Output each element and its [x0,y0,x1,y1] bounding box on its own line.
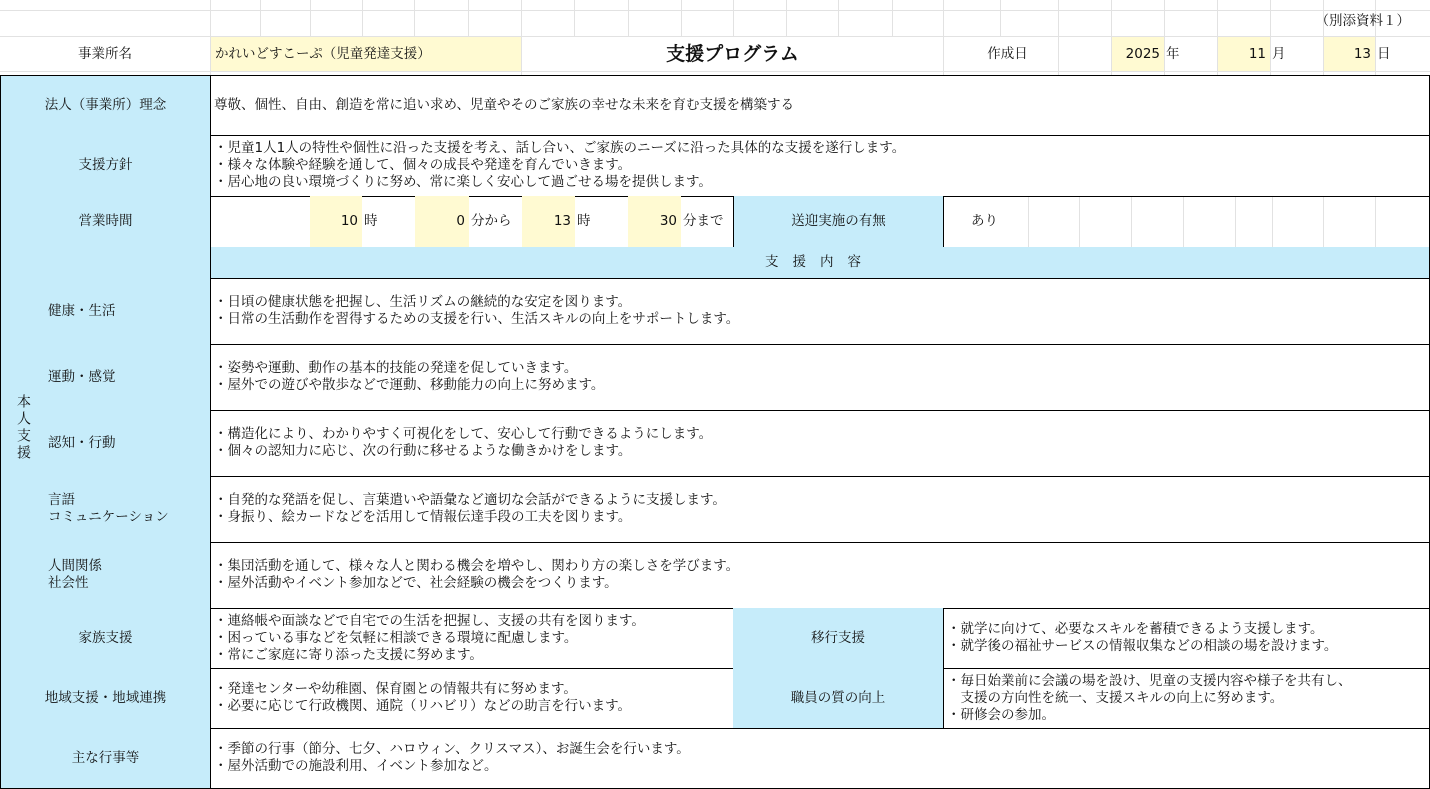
health-line: ・日頃の健康状態を把握し、生活リズムの継続的な安定を図ります。 [214,294,632,310]
staff-line: ・研修会の参加。 [947,706,1055,723]
category-motor-text: 運動・感覚 [48,368,116,385]
category-language [44,476,211,543]
hours-blank [210,196,310,248]
year-unit: 年 [1166,45,1180,62]
category-health [44,278,211,345]
staff-line: ・毎日始業前に会議の場を設け、児童の支援内容や様子を共有し、 [947,672,1352,689]
family-line: ・連絡帳や面談などで自宅での生活を把握し、支援の共有を図ります。 [214,612,645,629]
transport-value-cell[interactable] [943,196,1430,248]
health-text [210,278,1430,345]
start-hour-unit: 時 [362,196,415,248]
personal-support-text: 本人支援 [15,394,31,462]
office-name-text: かれいどすこーぷ（児童発達支援） [215,45,431,62]
end-min-unit: 分まで [681,196,734,248]
day-unit: 日 [1377,45,1391,62]
family-line: ・困っている事などを気軽に相談できる環境に配慮します。 [214,629,578,646]
community-support-text [210,668,734,729]
motor-line: ・姿勢や運動、動作の基本的技能の発達を促していきます。 [214,360,578,376]
social-line: ・集団活動を通して、様々な人と関わる機会を増やし、関わり方の楽しさを学びます。 [214,558,740,574]
support-header [210,247,1430,279]
category-motor [44,344,211,411]
policy-text [210,135,1430,197]
transport-value: あり [971,213,998,229]
language-line: ・自発的な発語を促し、言葉遣いや語彙など適切な会話ができるように支援します。 [214,492,726,508]
page-title: 支援プログラム [666,42,799,65]
category-language-line: コミュニケーション [48,509,169,525]
staff-quality-label: 職員の質の向上 [733,668,944,729]
transition-line: ・就学後の福祉サービスの情報収集などの相談の場を設けます。 [947,638,1338,654]
family-line: ・常にご家庭に寄り添った支援に努めます。 [214,646,483,663]
start-min-value[interactable]: 0 [415,196,469,248]
cognition-text [210,410,1430,477]
community-line: ・発達センターや幼稚園、保育園との情報共有に努めます。 [214,681,577,697]
transition-support-text [943,608,1430,669]
philosophy-line: 尊敬、個性、自由、創造を常に追い求め、児童やそのご家族の幸せな未来を育む支援を構築する [214,97,794,113]
motor-line: ・屋外での遊びや散歩などで運動、移動能力の向上に努めます。 [214,377,605,393]
category-social-line: 人間関係 [48,558,102,574]
social-line: ・屋外活動やイベント参加などで、社会経験の機会をつくります。 [214,575,618,591]
health-line: ・日常の生活動作を習得するための支援を行い、生活スキルの向上をサポートします。 [214,311,740,327]
end-min-value[interactable]: 30 [628,196,681,248]
motor-text [210,344,1430,411]
policy-line: ・様々な体験や経験を通して、個々の成長や発達を育んでいきます。 [214,157,632,173]
end-hour-unit: 時 [575,196,628,248]
hours-label: 営業時間 [0,196,211,248]
category-cognition-text: 認知・行動 [48,434,116,451]
category-cognition [44,410,211,477]
community-support-label: 地域支援・地域連携 [0,668,211,729]
transition-support-label: 移行支援 [733,608,944,669]
family-support-label: 家族支援 [0,608,211,669]
community-line: ・必要に応じて行政機関、通院（リハビリ）などの助言を行います。 [214,698,632,714]
month-unit: 月 [1272,45,1286,62]
language-line: ・身振り、絵カードなどを活用して情報伝達手段の工夫を図ります。 [214,509,632,525]
end-hour-value[interactable]: 13 [522,196,575,248]
staff-line: 支援の方向性を統一、支援スキルの向上に努めます。 [947,689,1284,706]
cognition-line: ・個々の認知力に応じ、次の行動に移せるような働きかけをします。 [214,443,632,459]
month-value[interactable]: 11 [1218,37,1270,71]
day-value[interactable]: 13 [1324,37,1375,71]
policy-label: 支援方針 [0,135,211,197]
policy-line: ・児童1人1人の特性や個性に沿った支援を考え、話し合い、ご家族のニーズに沿った具体的な支援を遂行します。 [214,140,906,156]
transition-line: ・就学に向けて、必要なスキルを蓄積できるよう支援します。 [947,621,1324,637]
category-health-text: 健康・生活 [48,302,116,319]
start-hour-value[interactable]: 10 [310,196,362,248]
cognition-line: ・構造化により、わかりやすく可視化をして、安心して行動できるようにします。 [214,426,713,442]
office-name[interactable] [211,37,521,71]
policy-line: ・居心地の良い環境づくりに努め、常に楽しく安心して過ごせる場を提供します。 [214,174,712,190]
family-support-text [210,608,734,669]
attachment-note [1290,13,1410,33]
category-social [44,542,211,609]
category-language-line: 言語 [48,492,75,508]
events-line: ・季節の行事（節分、七夕、ハロウィン、クリスマス）、お誕生会を行います。 [214,741,690,757]
staff-quality-text [943,668,1430,729]
events-text [210,728,1430,789]
year-value[interactable]: 2025 [1112,37,1164,71]
social-text [210,542,1430,609]
transport-label: 送迎実施の有無 [733,196,944,248]
philosophy-label: 法人（事業所）理念 [0,75,211,136]
category-social-line: 社会性 [48,575,89,591]
language-text [210,476,1430,543]
attachment-text: （別添資料１） [1315,13,1410,29]
events-label: 主な行事等 [0,728,211,789]
support-header-text: 支援内容 [765,254,875,270]
date-label: 作成日 [987,45,1028,62]
start-min-unit: 分から [469,196,522,248]
personal-support-label [0,278,45,609]
philosophy-text [210,75,1430,136]
office-label: 事業所名 [78,45,132,62]
support-header-left [0,247,211,279]
events-line: ・屋外活動での施設利用、イベント参加など。 [214,758,498,774]
